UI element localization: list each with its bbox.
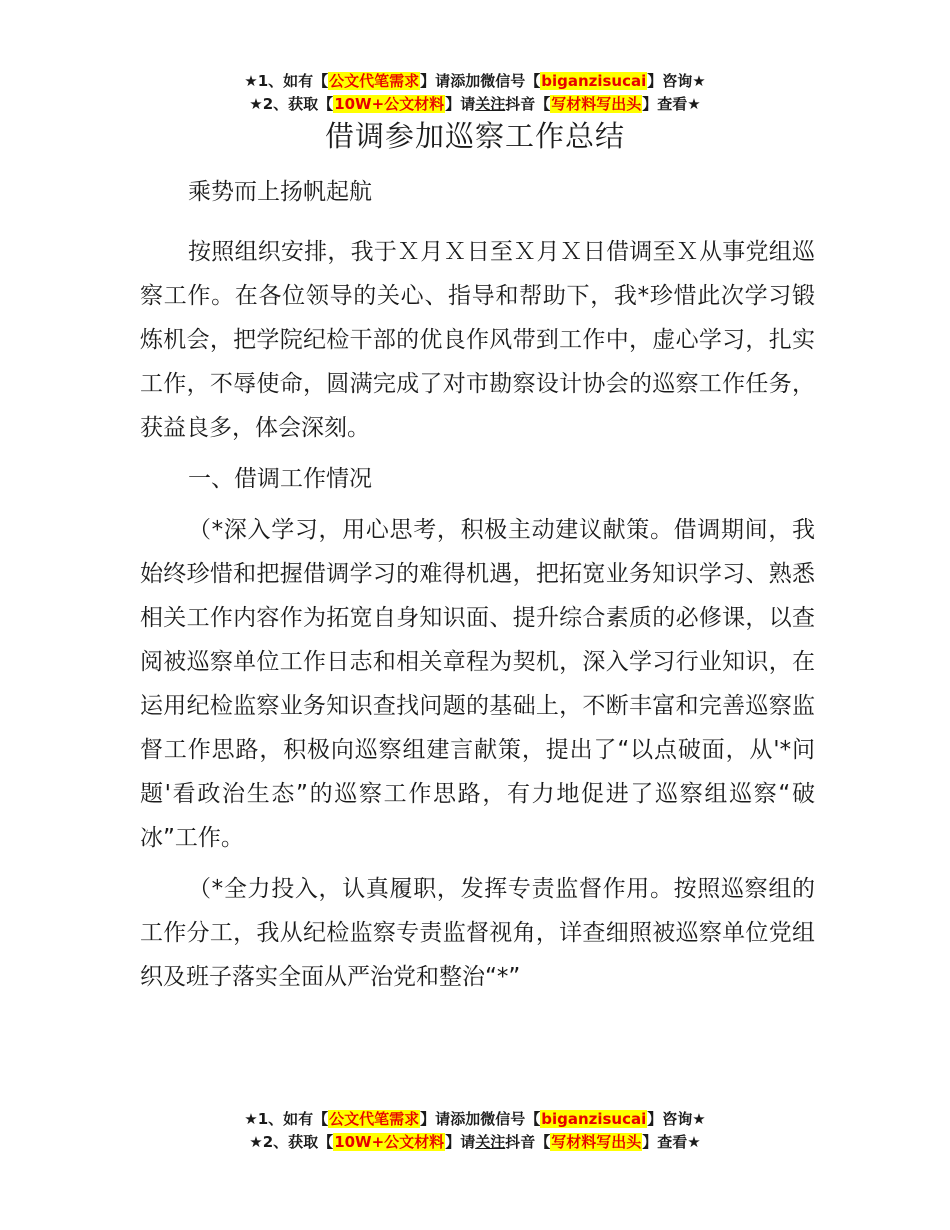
promo-text: ★2、获取【 [249, 95, 334, 113]
promo-emphasis: 添加 [450, 1110, 481, 1128]
promo-text: ★2、获取【 [249, 1133, 334, 1151]
douyin-id-highlight: 写材料写出头 [551, 95, 642, 113]
promo-highlight: 公文代笔需求 [329, 72, 420, 90]
footer-promo-line-2 [0, 1131, 950, 1154]
header-promo-line-2 [0, 93, 950, 116]
body-paragraph: （*全力投入，认真履职，发挥专责监督作用。按照巡察组的工作分工，我从纪检监察专责监督视角，详查细照被巡察单位党组织及班子落实全面从严治党和整治“*” [140, 876, 815, 990]
promo-text: 】查看★ [642, 95, 701, 113]
promo-text: 抖音【 [505, 95, 551, 113]
footer-promo-line-1 [0, 1108, 950, 1131]
promo-text: 】请 [420, 1110, 451, 1128]
wechat-id-highlight: biganzisucai [541, 72, 647, 90]
promo-text: 】请 [445, 1133, 476, 1151]
promo-highlight: 公文代笔需求 [329, 1110, 420, 1128]
header-promo-line-1 [0, 70, 950, 93]
section-heading: 一、借调工作情况 [188, 466, 372, 492]
promo-text: ★1、如有【 [244, 72, 329, 90]
promo-text: 抖音【 [505, 1133, 551, 1151]
wechat-id-highlight: biganzisucai [541, 1110, 647, 1128]
douyin-id-highlight: 写材料写出头 [551, 1133, 642, 1151]
promo-text: 】请 [420, 72, 451, 90]
promo-text: 】查看★ [642, 1133, 701, 1151]
promo-text: 微信号【 [480, 1110, 541, 1128]
header-promo-banner [0, 70, 950, 116]
footer-promo-banner [0, 1108, 950, 1154]
promo-emphasis: 添加 [450, 72, 481, 90]
promo-text: 微信号【 [480, 72, 541, 90]
document-title: 借调参加巡察工作总结 [324, 119, 625, 153]
intro-paragraph: 按照组织安排，我于Ｘ月Ｘ日至Ｘ月Ｘ日借调至Ｘ从事党组巡察工作。在各位领导的关心、指导和帮助下，我*珍惜此次学习锻炼机会，把学院纪检干部的优良作风带到工作中，虚心学习，扎实工作，不辱使命，圆满完成了对市勘察设计协会的巡察工作任务，获益良多，体会深刻。 [140, 239, 815, 441]
promo-highlight: 10W+公文材料 [334, 95, 445, 113]
promo-text: 】请 [445, 95, 476, 113]
promo-emphasis: 关注 [475, 95, 506, 113]
promo-text: 】咨询★ [647, 1110, 706, 1128]
document-subtitle: 乘势而上扬帆起航 [188, 179, 372, 205]
promo-emphasis: 关注 [475, 1133, 506, 1151]
promo-text: ★1、如有【 [244, 1110, 329, 1128]
promo-highlight: 10W+公文材料 [334, 1133, 445, 1151]
body-paragraph: （*深入学习，用心思考，积极主动建议献策。借调期间，我始终珍惜和把握借调学习的难得机遇，把拓宽业务知识学习、熟悉相关工作内容作为拓宽自身知识面、提升综合素质的必修课，以查阅被巡察单位工作日志和相关章程为契机，深入学习行业知识，在运用纪检监察业务知识查找问题的基础上，不断丰富和完善巡察监督工作思路，积极向巡察组建言献策，提出了“以点破面，从'*问题'看政治生态”的巡察工作思路，有力地促进了巡察组巡察“破冰”工作。 [140, 517, 815, 851]
promo-text: 】咨询★ [647, 72, 706, 90]
document-body [140, 170, 815, 1006]
